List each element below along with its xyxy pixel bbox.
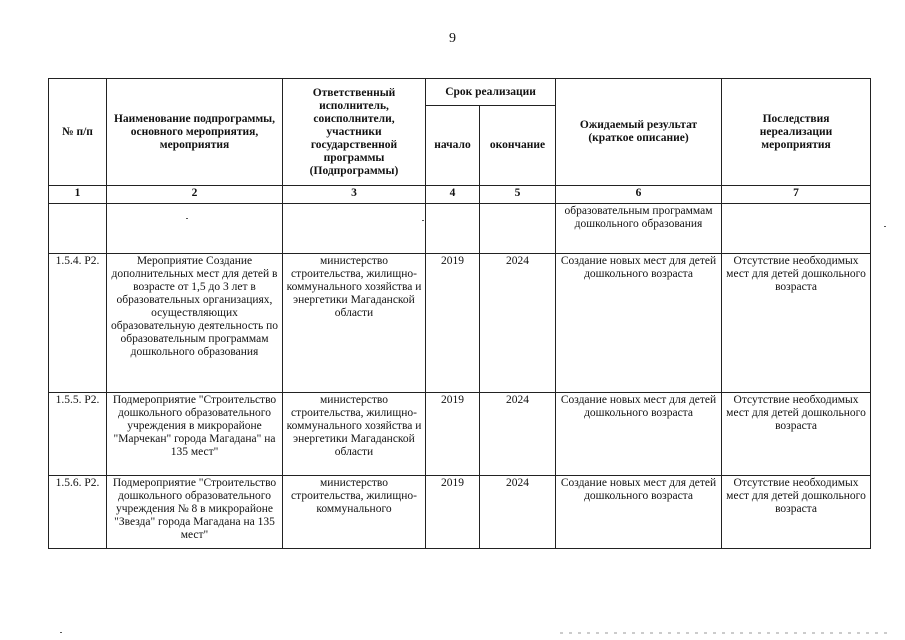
- row-result: Создание новых мест для детей дошкольного возраста: [556, 254, 722, 393]
- row-end: 2024: [480, 254, 556, 393]
- row-result: Создание новых мест для детей дошкольного возраста: [556, 476, 722, 549]
- scan-noise: [560, 632, 890, 634]
- header-num: № п/п: [49, 79, 107, 186]
- column-number: 7: [722, 186, 871, 204]
- header-end: окончание: [480, 106, 556, 186]
- scan-speck: [186, 218, 188, 219]
- row-consequences: Отсутствие необходимых мест для детей дошкольного возраста: [722, 254, 871, 393]
- row-start: 2019: [426, 476, 480, 549]
- row-name: Подмероприятие "Строительство дошкольного образовательного учреждения в микрорайоне "Марчекан" города Магадана" на 135 мест": [107, 393, 283, 476]
- header-responsible: Ответственный исполнитель, соисполнители, участники государственной программы (Подпрограммы): [283, 79, 426, 186]
- page-number: 9: [449, 31, 456, 46]
- row-responsible: министерство строительства, жилищно-коммунального хозяйства и энергетики Магаданской области: [283, 393, 426, 476]
- row-num: 1.5.4. Р2.: [49, 254, 107, 393]
- column-number: 2: [107, 186, 283, 204]
- header-start: начало: [426, 106, 480, 186]
- table-row: [49, 476, 871, 549]
- header-term: Срок реализации: [426, 79, 556, 106]
- continuation-row: [49, 204, 871, 254]
- header-row-1: [49, 79, 871, 106]
- row-result: Создание новых мест для детей дошкольного возраста: [556, 393, 722, 476]
- row-responsible: министерство строительства, жилищно-коммунального хозяйства и энергетики Магаданской области: [283, 254, 426, 393]
- row-end: 2024: [480, 393, 556, 476]
- row-consequences: Отсутствие необходимых мест для детей дошкольного возраста: [722, 393, 871, 476]
- row-consequences: Отсутствие необходимых мест для детей дошкольного возраста: [722, 476, 871, 549]
- header-name: Наименование подпрограммы, основного мероприятия, мероприятия: [107, 79, 283, 186]
- row-end: 2024: [480, 476, 556, 549]
- row-start: 2019: [426, 393, 480, 476]
- row-num: 1.5.5. Р2.: [49, 393, 107, 476]
- scan-speck: [884, 226, 886, 227]
- measures-table: [48, 78, 871, 549]
- row-name: Подмероприятие "Строительство дошкольного образовательного учреждения № 8 в микрорайоне "Звезда" города Магадана на 135 мест": [107, 476, 283, 549]
- column-number: 3: [283, 186, 426, 204]
- column-number: 4: [426, 186, 480, 204]
- column-number: 5: [480, 186, 556, 204]
- row-num: 1.5.6. Р2.: [49, 476, 107, 549]
- row-responsible: министерство строительства, жилищно-коммунального: [283, 476, 426, 549]
- column-number: 6: [556, 186, 722, 204]
- table-row: [49, 254, 871, 393]
- table-row: [49, 393, 871, 476]
- continuation-result: образовательным программам дошкольного образования: [556, 204, 722, 254]
- column-numbers-row: [49, 186, 871, 204]
- scan-speck: [60, 632, 62, 633]
- row-start: 2019: [426, 254, 480, 393]
- scan-speck: [422, 220, 424, 221]
- row-name: Мероприятие Создание дополнительных мест для детей в возрасте от 1,5 до 3 лет в образовательных организациях, осуществляющих образовательную деятельность по образовательным программам дошкольного образования: [107, 254, 283, 393]
- header-consequences: Последствия нереализации мероприятия: [722, 79, 871, 186]
- column-number: 1: [49, 186, 107, 204]
- header-result: Ожидаемый результат (краткое описание): [556, 79, 722, 186]
